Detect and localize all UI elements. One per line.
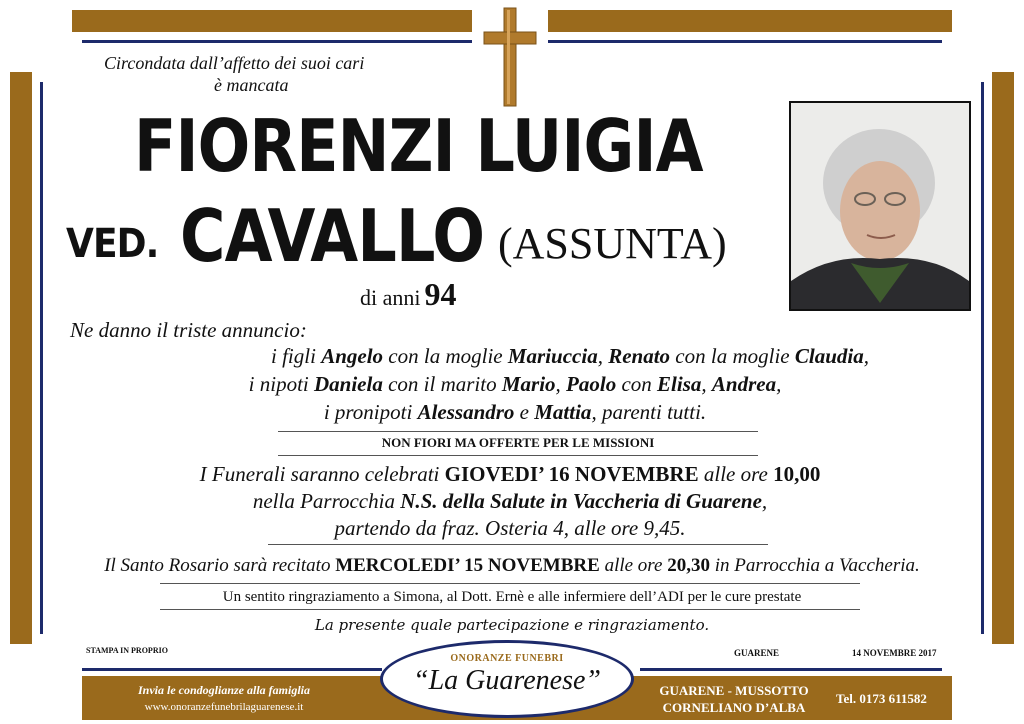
text: , [597,344,609,368]
announce-heading: Ne danno il triste annuncio: [70,318,307,342]
funeral-line-1 [60,461,960,488]
funeral-line-3: partendo da fraz. Osteria 4, alle ore 9,45. [334,516,686,540]
divider [160,583,860,584]
great-grandchildren-line [60,398,970,426]
no-flowers-note: NON FIORI MA OFFERTE PER LE MISSIONI [381,435,655,450]
divider [278,455,758,456]
text: , [863,344,869,368]
text: in Parrocchia a Vaccheria. [709,555,920,576]
surname: CAVALLO [180,194,485,278]
funeral-home-label: ONORANZE FUNEBRI [450,653,564,664]
relative-name: Claudia [794,344,864,368]
bottom-line-right [640,668,942,671]
bottom-line-left [82,668,382,671]
children-line [60,342,970,370]
relative-name: Angelo [321,344,384,368]
funeral-time: 10,00 [773,462,821,486]
funeral-date: GIOVEDI’ 16 NOVEMBRE [444,462,699,486]
print-note: STAMPA IN PROPRIO [86,646,168,655]
relative-name: Daniela [314,372,383,396]
age-line [360,276,457,313]
relative-name: Mariuccia [507,344,598,368]
text: i figli [271,344,322,368]
text: nella Parrocchia [252,489,401,513]
top-line-left [82,40,472,43]
rosary-time: 20,30 [667,555,710,576]
text: con la moglie [383,344,508,368]
alias: (ASSUNTA) [498,219,727,268]
text: con il marito [382,372,502,396]
text: con la moglie [670,344,795,368]
text: con [616,372,658,396]
side-bar-left [10,72,32,644]
funeral-info [60,461,960,542]
relative-name: Alessandro [417,400,515,424]
closing-line: La presente quale partecipazione e ringraziamento. [314,616,710,634]
text: , [761,489,768,513]
text: alle ore [599,555,668,576]
portrait-image [791,103,969,309]
place: GUARENE [734,648,780,658]
text: Il Santo Rosario sarà recitato [104,555,336,576]
towns-line-1: GUARENE - MUSSOTTO [659,683,809,698]
announce-list [60,342,970,426]
age-value: 94 [424,276,457,312]
text: alle ore [698,462,774,486]
relative-name: Mattia [534,400,592,424]
towns-line-2: CORNELIANO D’ALBA [662,700,806,715]
thanks-line: Un sentito ringraziamento a Simona, al Dott. Ernè e alle infermiere dell’ADI per le cure prestate [222,589,802,605]
relative-name: Andrea [711,372,777,396]
text: i pronipoti [323,400,418,424]
first-name-line: FIORENZI LUIGIA [134,104,703,188]
portrait-photo [789,101,971,311]
top-bar-left [72,10,472,32]
top-bar-right [548,10,952,32]
divider [268,544,768,545]
grandchildren-line [60,370,970,398]
top-line-right [548,40,942,43]
towns-block [644,682,824,716]
side-line-right [981,82,984,634]
condolences-label: Invia le condoglianze alla famiglia [137,683,310,697]
rosary-line [52,553,972,579]
intro-text [104,52,364,96]
relative-name: Renato [608,344,671,368]
church: N.S. della Salute in Vaccheria di Guarene [400,489,762,513]
text: e [514,400,535,424]
text: , [776,372,782,396]
intro-line-1: Circondata dall’affetto dei suoi cari [104,53,365,73]
text: i nipoti [248,372,314,396]
text: , [701,372,712,396]
website-link[interactable]: www.onoranzefunebrilaguarenese.it [144,701,304,713]
text: I Funerali saranno celebrati [199,462,445,486]
widow-prefix: VED. [66,221,159,267]
funeral-line-2 [60,488,960,515]
relative-name: Paolo [566,372,617,396]
relative-name: Mario [501,372,556,396]
relative-name: Elisa [657,372,702,396]
side-line-left [40,82,43,634]
funeral-home-logo [380,640,634,718]
surname-line [66,196,786,286]
phone-number[interactable]: Tel. 0173 611582 [836,691,927,706]
condolences-block [104,682,344,716]
rosary-date: MERCOLEDI’ 15 NOVEMBRE [335,555,600,576]
cross-icon [482,6,538,108]
date: 14 NOVEMBRE 2017 [852,648,937,658]
divider [160,609,860,610]
funeral-home-name: “La Guarenese” [413,665,601,696]
intro-line-2: è mancata [214,75,289,95]
deceased-name [134,104,795,194]
text: , parenti tutti. [591,400,707,424]
side-bar-right [992,72,1014,644]
text: , [555,372,567,396]
divider [278,431,758,432]
age-label: di anni [360,285,421,310]
